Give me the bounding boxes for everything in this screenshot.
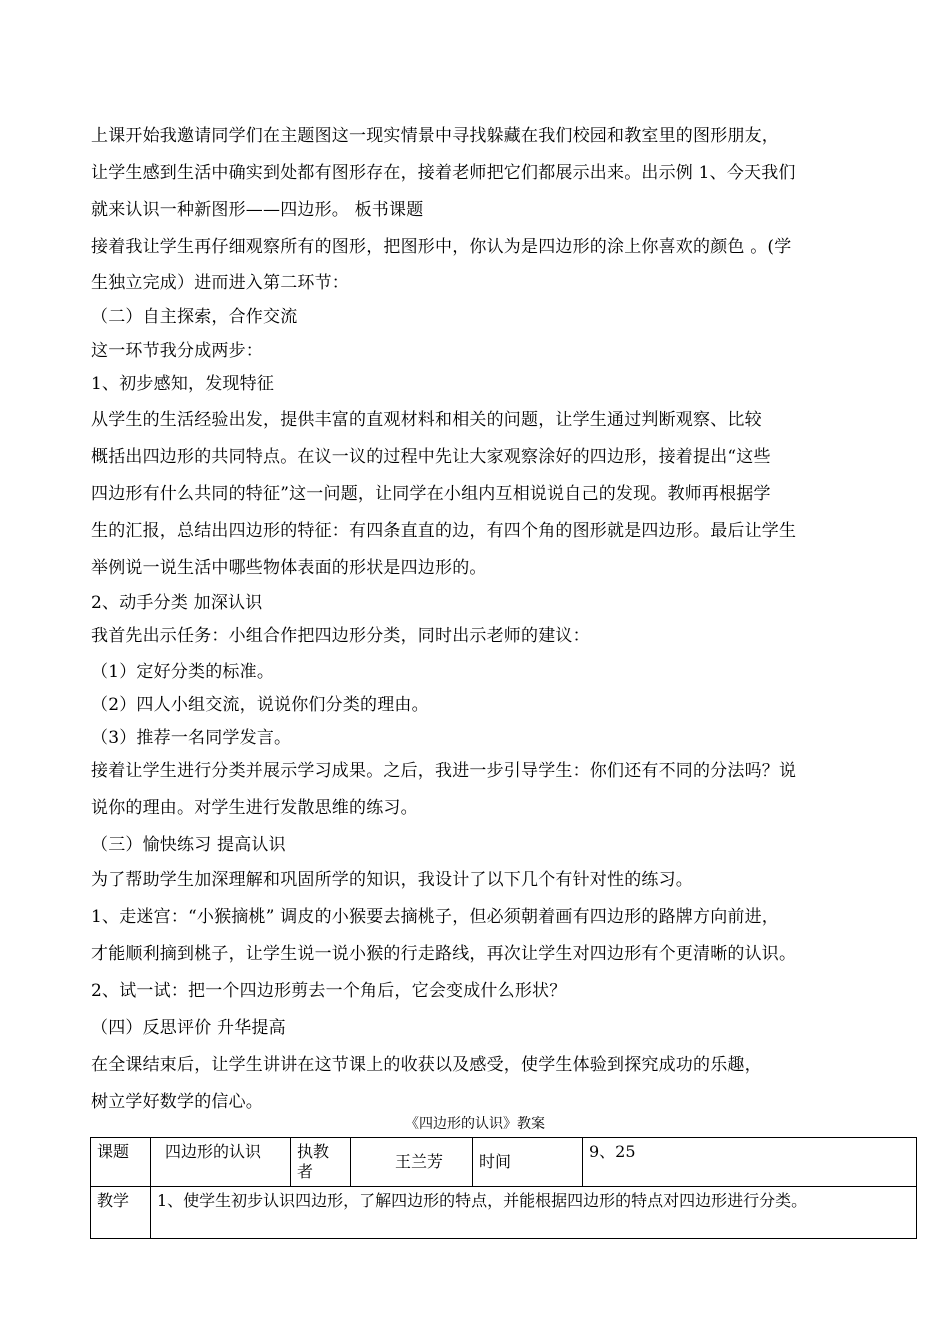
list-item: （2）四人小组交流，说说你们分类的理由。 bbox=[91, 695, 429, 715]
label-teaching: 教学 bbox=[91, 1187, 151, 1239]
body-line: 接着我让学生再仔细观察所有的图形，把图形中，你认为是四边形的涂上你喜欢的颜色 。(学 bbox=[91, 237, 792, 257]
body-line: 这一环节我分成两步： bbox=[91, 341, 263, 361]
body-line: 生独立完成）进而进入第二环节： bbox=[91, 273, 349, 293]
body-line: 概括出四边形的共同特点。在议一议的过程中先让大家观察涂好的四边形，接着提出“这些 bbox=[91, 447, 771, 467]
body-line: 2、试一试：把一个四边形剪去一个角后，它会变成什么形状？ bbox=[91, 981, 567, 1001]
lesson-plan-table bbox=[90, 1137, 917, 1239]
body-line: 我首先出示任务：小组合作把四边形分类，同时出示老师的建议： bbox=[91, 626, 590, 646]
body-line: 接着让学生进行分类并展示学习成果。之后，我进一步引导学生：你们还有不同的分法吗？说 bbox=[91, 761, 797, 781]
section-heading: （四）反思评价 升华提高 bbox=[91, 1018, 286, 1038]
sub-heading: 1、初步感知，发现特征 bbox=[91, 374, 275, 394]
body-line: 说你的理由。对学生进行发散思维的练习。 bbox=[91, 798, 418, 818]
label-time: 时间 bbox=[473, 1138, 583, 1187]
topic-value: 四边形的认识 bbox=[151, 1138, 291, 1187]
body-line: 从学生的生活经验出发，提供丰富的直观材料和相关的问题，让学生通过判断观察、比较 bbox=[91, 410, 762, 430]
body-line: 树立学好数学的信心。 bbox=[91, 1092, 263, 1112]
body-line: 生的汇报，总结出四边形的特征：有四条直直的边，有四个角的图形就是四边形。最后让学生 bbox=[91, 521, 797, 541]
body-line: 才能顺利摘到桃子，让学生说一说小猴的行走路线，再次让学生对四边形有个更清晰的认识。 bbox=[91, 944, 797, 964]
teaching-goal: 1、使学生初步认识四边形，了解四边形的特点，并能根据四边形的特点对四边形进行分类。 bbox=[151, 1187, 917, 1239]
body-line: 1、走迷宫：“小猴摘桃” 调皮的小猴要去摘桃子，但必须朝着画有四边形的路牌方向前进， bbox=[91, 907, 779, 927]
body-line: 举例说一说生活中哪些物体表面的形状是四边形的。 bbox=[91, 558, 487, 578]
body-line: 让学生感到生活中确实到处都有图形存在，接着老师把它们都展示出来。出示例 1、今天我们 bbox=[91, 163, 796, 183]
body-line: 就来认识一种新图形——四边形。 板书课题 bbox=[91, 200, 424, 220]
body-line: 四边形有什么共同的特征”这一问题，让同学在小组内互相说说自己的发现。教师再根据学 bbox=[91, 484, 771, 504]
label-topic: 课题 bbox=[91, 1138, 151, 1187]
section-heading: （二）自主探索，合作交流 bbox=[91, 307, 298, 327]
label-teacher: 执教者 bbox=[291, 1138, 351, 1187]
table-row bbox=[91, 1138, 917, 1187]
list-item: （1）定好分类的标准。 bbox=[91, 662, 275, 682]
table-row bbox=[91, 1187, 917, 1239]
teacher-value: 王兰芳 bbox=[351, 1138, 473, 1187]
section-heading: （三）愉快练习 提高认识 bbox=[91, 835, 286, 855]
body-line: 在全课结束后，让学生讲讲在这节课上的收获以及感受，使学生体验到探究成功的乐趣， bbox=[91, 1055, 762, 1075]
table-caption: 《四边形的认识》教案 bbox=[405, 1116, 545, 1132]
list-item: （3）推荐一名同学发言。 bbox=[91, 728, 292, 748]
body-line: 为了帮助学生加深理解和巩固所学的知识，我设计了以下几个有针对性的练习。 bbox=[91, 870, 693, 890]
sub-heading: 2、动手分类 加深认识 bbox=[91, 593, 263, 613]
body-line: 上课开始我邀请同学们在主题图这一现实情景中寻找躲藏在我们校园和教室里的图形朋友， bbox=[91, 126, 779, 146]
time-value: 9、25 bbox=[583, 1138, 917, 1187]
